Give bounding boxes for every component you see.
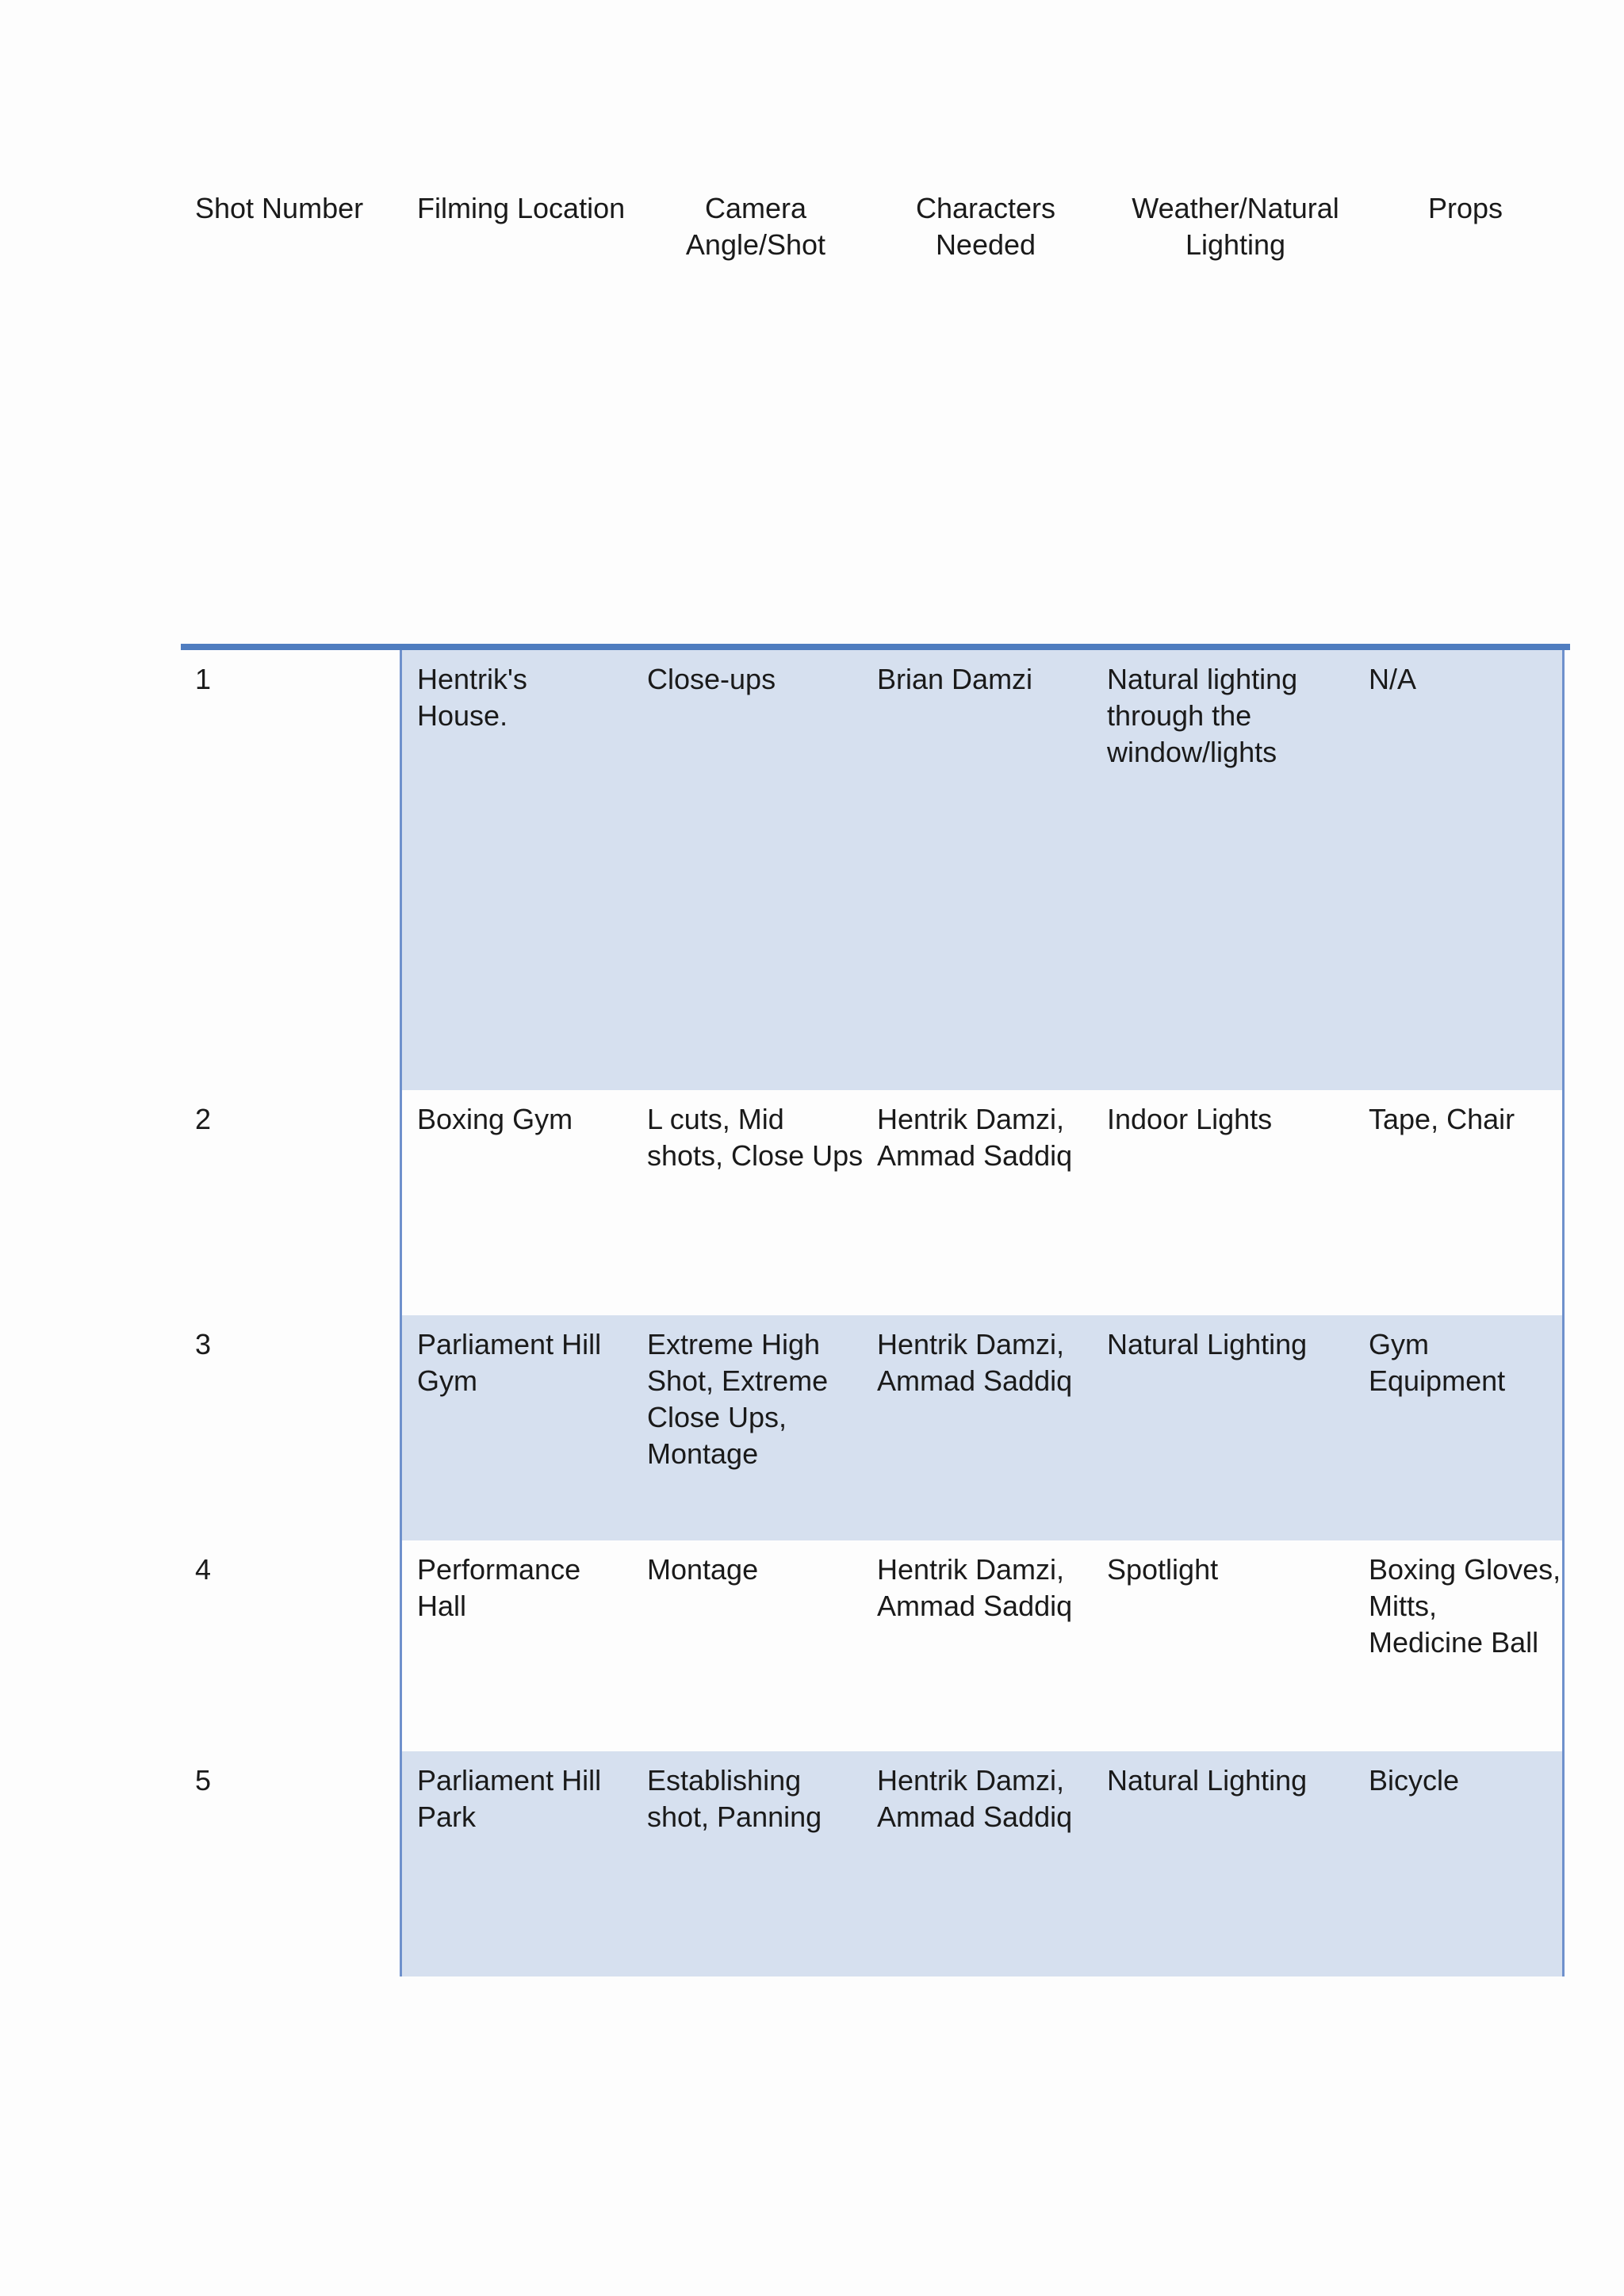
cell-lighting: Spotlight (1107, 1553, 1219, 1586)
cell-shot: 2 (195, 1103, 212, 1135)
cell-characters: Hentrik Damzi, Ammad Saddiq (877, 1103, 1073, 1172)
cell-camera: Montage (647, 1553, 759, 1586)
table-row (181, 1315, 1570, 1540)
cell-lighting: Indoor Lights (1107, 1103, 1273, 1135)
cell-characters: Hentrik Damzi, Ammad Saddiq (877, 1764, 1073, 1833)
cell-location: Parliament Hill Gym (417, 1328, 602, 1397)
header-filming-location: Filming Location (417, 192, 626, 224)
cell-characters: Hentrik Damzi, Ammad Saddiq (877, 1553, 1073, 1622)
cell-location: Parliament Hill Park (417, 1764, 602, 1833)
header-props: Props (1427, 192, 1503, 224)
cell-camera: Establishing shot, Panning (647, 1764, 822, 1833)
cell-lighting: Natural Lighting (1107, 1328, 1308, 1360)
cell-props: Gym Equipment (1369, 1328, 1506, 1397)
cell-characters: Brian Damzi (877, 663, 1033, 695)
cell-shot: 1 (195, 663, 212, 695)
header-weather-lighting: Weather/Natural Lighting (1132, 192, 1339, 261)
cell-shot: 5 (195, 1764, 212, 1797)
table-row (181, 1090, 1570, 1315)
cell-lighting: Natural lighting through the window/lights (1107, 663, 1298, 768)
cell-props: Boxing Gloves, Mitts, Medicine Ball (1369, 1553, 1561, 1659)
cell-characters: Hentrik Damzi, Ammad Saddiq (877, 1328, 1073, 1397)
header-characters-needed: Characters Needed (915, 192, 1056, 261)
table-row (181, 650, 1570, 1090)
cell-location: Boxing Gym (417, 1103, 573, 1135)
table-header (181, 190, 1570, 285)
cell-location: Performance Hall (417, 1553, 581, 1622)
cell-shot: 3 (195, 1328, 212, 1360)
cell-shot: 4 (195, 1553, 212, 1586)
cell-props: Tape, Chair (1369, 1103, 1515, 1135)
cell-lighting: Natural Lighting (1107, 1764, 1308, 1797)
cell-camera: Extreme High Shot, Extreme Close Ups, Montage (647, 1328, 829, 1470)
header-camera-angle: Camera Angle/Shot (685, 192, 826, 261)
table-row (181, 1540, 1570, 1751)
cell-camera: L cuts, Mid shots, Close Ups (647, 1103, 864, 1172)
cell-props: N/A (1369, 663, 1417, 695)
cell-location: Hentrik's House. (417, 663, 527, 732)
header-shot-number: Shot Number (195, 192, 364, 224)
cell-camera: Close-ups (647, 663, 776, 695)
cell-props: Bicycle (1369, 1764, 1460, 1797)
table-row (181, 1751, 1570, 1976)
table-top-rule (181, 644, 1570, 650)
